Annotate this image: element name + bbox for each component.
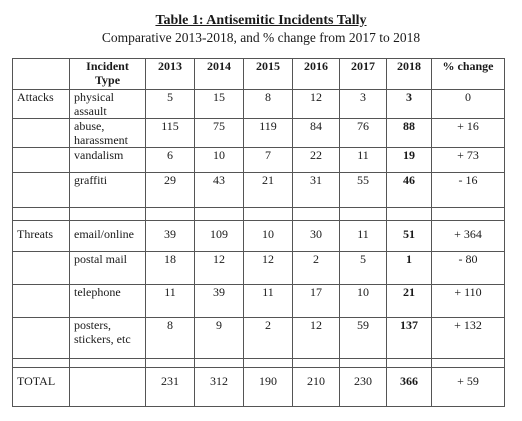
value-cell-2018: 51 bbox=[387, 221, 432, 252]
empty-cell bbox=[293, 208, 340, 221]
spacer-row bbox=[13, 359, 505, 368]
empty-cell bbox=[195, 208, 244, 221]
empty-cell bbox=[13, 208, 70, 221]
empty-cell bbox=[244, 359, 293, 368]
value-cell-2015: 7 bbox=[244, 148, 293, 173]
value-cell-2013: 8 bbox=[146, 318, 195, 359]
value-cell-2017: 59 bbox=[340, 318, 387, 359]
group-label-threats: Threats bbox=[13, 221, 70, 252]
group-label-attacks: Attacks bbox=[13, 90, 70, 119]
value-cell-2016: 17 bbox=[293, 285, 340, 318]
empty-cell bbox=[293, 359, 340, 368]
table-row bbox=[13, 285, 505, 318]
change-cell: + 16 bbox=[432, 119, 505, 148]
value-cell-2013: 18 bbox=[146, 252, 195, 285]
value-cell-2016: 30 bbox=[293, 221, 340, 252]
incident-type-cell: vandalism bbox=[70, 148, 146, 173]
change-cell: 0 bbox=[432, 90, 505, 119]
empty-cell bbox=[195, 359, 244, 368]
table-subtitle: Comparative 2013-2018, and % change from 2017 to 2018 bbox=[101, 30, 421, 45]
header-2014: 2014 bbox=[195, 59, 244, 90]
group-cell-empty bbox=[13, 119, 70, 148]
incident-type-cell: email/online bbox=[70, 221, 146, 252]
header-2017: 2017 bbox=[340, 59, 387, 90]
group-cell-empty bbox=[13, 148, 70, 173]
group-cell-empty bbox=[13, 318, 70, 359]
table-caption bbox=[0, 13, 522, 46]
total-2017: 230 bbox=[340, 368, 387, 407]
change-cell: - 16 bbox=[432, 173, 505, 208]
empty-cell bbox=[432, 359, 505, 368]
value-cell-2013: 115 bbox=[146, 119, 195, 148]
total-label: TOTAL bbox=[13, 368, 70, 407]
value-cell-2015: 119 bbox=[244, 119, 293, 148]
table-row bbox=[13, 221, 505, 252]
header-percent-change: % change bbox=[432, 59, 505, 90]
value-cell-2017: 11 bbox=[340, 148, 387, 173]
total-2013: 231 bbox=[146, 368, 195, 407]
value-cell-2017: 10 bbox=[340, 285, 387, 318]
header-empty-cell bbox=[13, 59, 70, 90]
value-cell-2018: 88 bbox=[387, 119, 432, 148]
value-cell-2015: 8 bbox=[244, 90, 293, 119]
total-row bbox=[13, 368, 505, 407]
value-cell-2013: 6 bbox=[146, 148, 195, 173]
value-cell-2017: 11 bbox=[340, 221, 387, 252]
empty-cell bbox=[432, 208, 505, 221]
value-cell-2018: 21 bbox=[387, 285, 432, 318]
total-2016: 210 bbox=[293, 368, 340, 407]
value-cell-2014: 43 bbox=[195, 173, 244, 208]
spacer-row bbox=[13, 208, 505, 221]
value-cell-2013: 5 bbox=[146, 90, 195, 119]
value-cell-2018: 46 bbox=[387, 173, 432, 208]
change-cell: + 73 bbox=[432, 148, 505, 173]
empty-cell bbox=[146, 208, 195, 221]
value-cell-2014: 15 bbox=[195, 90, 244, 119]
change-cell: + 110 bbox=[432, 285, 505, 318]
empty-cell bbox=[13, 359, 70, 368]
value-cell-2015: 12 bbox=[244, 252, 293, 285]
value-cell-2016: 84 bbox=[293, 119, 340, 148]
total-2015: 190 bbox=[244, 368, 293, 407]
header-2015: 2015 bbox=[244, 59, 293, 90]
incidents-table bbox=[12, 58, 505, 407]
incident-type-cell: graffiti bbox=[70, 173, 146, 208]
value-cell-2016: 2 bbox=[293, 252, 340, 285]
value-cell-2017: 76 bbox=[340, 119, 387, 148]
empty-cell bbox=[244, 208, 293, 221]
value-cell-2015: 11 bbox=[244, 285, 293, 318]
header-row bbox=[13, 59, 505, 90]
empty-cell bbox=[70, 359, 146, 368]
table-row bbox=[13, 173, 505, 208]
value-cell-2014: 9 bbox=[195, 318, 244, 359]
incident-type-cell: telephone bbox=[70, 285, 146, 318]
total-2014: 312 bbox=[195, 368, 244, 407]
value-cell-2014: 75 bbox=[195, 119, 244, 148]
empty-cell bbox=[387, 208, 432, 221]
value-cell-2013: 11 bbox=[146, 285, 195, 318]
value-cell-2018: 1 bbox=[387, 252, 432, 285]
table-row bbox=[13, 148, 505, 173]
incident-type-cell: posters, stickers, etc bbox=[70, 318, 146, 359]
table-row bbox=[13, 119, 505, 148]
header-2013: 2013 bbox=[146, 59, 195, 90]
value-cell-2013: 29 bbox=[146, 173, 195, 208]
empty-cell bbox=[70, 208, 146, 221]
header-incident-type: Incident Type bbox=[70, 59, 146, 90]
value-cell-2017: 5 bbox=[340, 252, 387, 285]
incident-type-cell: postal mail bbox=[70, 252, 146, 285]
value-cell-2016: 12 bbox=[293, 90, 340, 119]
table-row bbox=[13, 318, 505, 359]
empty-cell bbox=[340, 359, 387, 368]
change-cell: + 132 bbox=[432, 318, 505, 359]
change-cell: + 364 bbox=[432, 221, 505, 252]
value-cell-2017: 55 bbox=[340, 173, 387, 208]
empty-cell bbox=[70, 368, 146, 407]
empty-cell bbox=[387, 359, 432, 368]
group-cell-empty bbox=[13, 252, 70, 285]
value-cell-2015: 2 bbox=[244, 318, 293, 359]
value-cell-2018: 3 bbox=[387, 90, 432, 119]
value-cell-2013: 39 bbox=[146, 221, 195, 252]
incident-type-cell: abuse, harassment bbox=[70, 119, 146, 148]
value-cell-2018: 19 bbox=[387, 148, 432, 173]
total-change: + 59 bbox=[432, 368, 505, 407]
group-cell-empty bbox=[13, 173, 70, 208]
header-2016: 2016 bbox=[293, 59, 340, 90]
value-cell-2016: 31 bbox=[293, 173, 340, 208]
value-cell-2017: 3 bbox=[340, 90, 387, 119]
value-cell-2015: 21 bbox=[244, 173, 293, 208]
value-cell-2014: 39 bbox=[195, 285, 244, 318]
value-cell-2018: 137 bbox=[387, 318, 432, 359]
empty-cell bbox=[340, 208, 387, 221]
value-cell-2014: 109 bbox=[195, 221, 244, 252]
table-row bbox=[13, 252, 505, 285]
table-title: Table 1: Antisemitic Incidents Tally bbox=[155, 13, 367, 28]
header-2018: 2018 bbox=[387, 59, 432, 90]
value-cell-2016: 22 bbox=[293, 148, 340, 173]
value-cell-2014: 10 bbox=[195, 148, 244, 173]
value-cell-2016: 12 bbox=[293, 318, 340, 359]
value-cell-2015: 10 bbox=[244, 221, 293, 252]
empty-cell bbox=[146, 359, 195, 368]
change-cell: - 80 bbox=[432, 252, 505, 285]
value-cell-2014: 12 bbox=[195, 252, 244, 285]
table-row bbox=[13, 90, 505, 119]
total-2018: 366 bbox=[387, 368, 432, 407]
incident-type-cell: physical assault bbox=[70, 90, 146, 119]
group-cell-empty bbox=[13, 285, 70, 318]
